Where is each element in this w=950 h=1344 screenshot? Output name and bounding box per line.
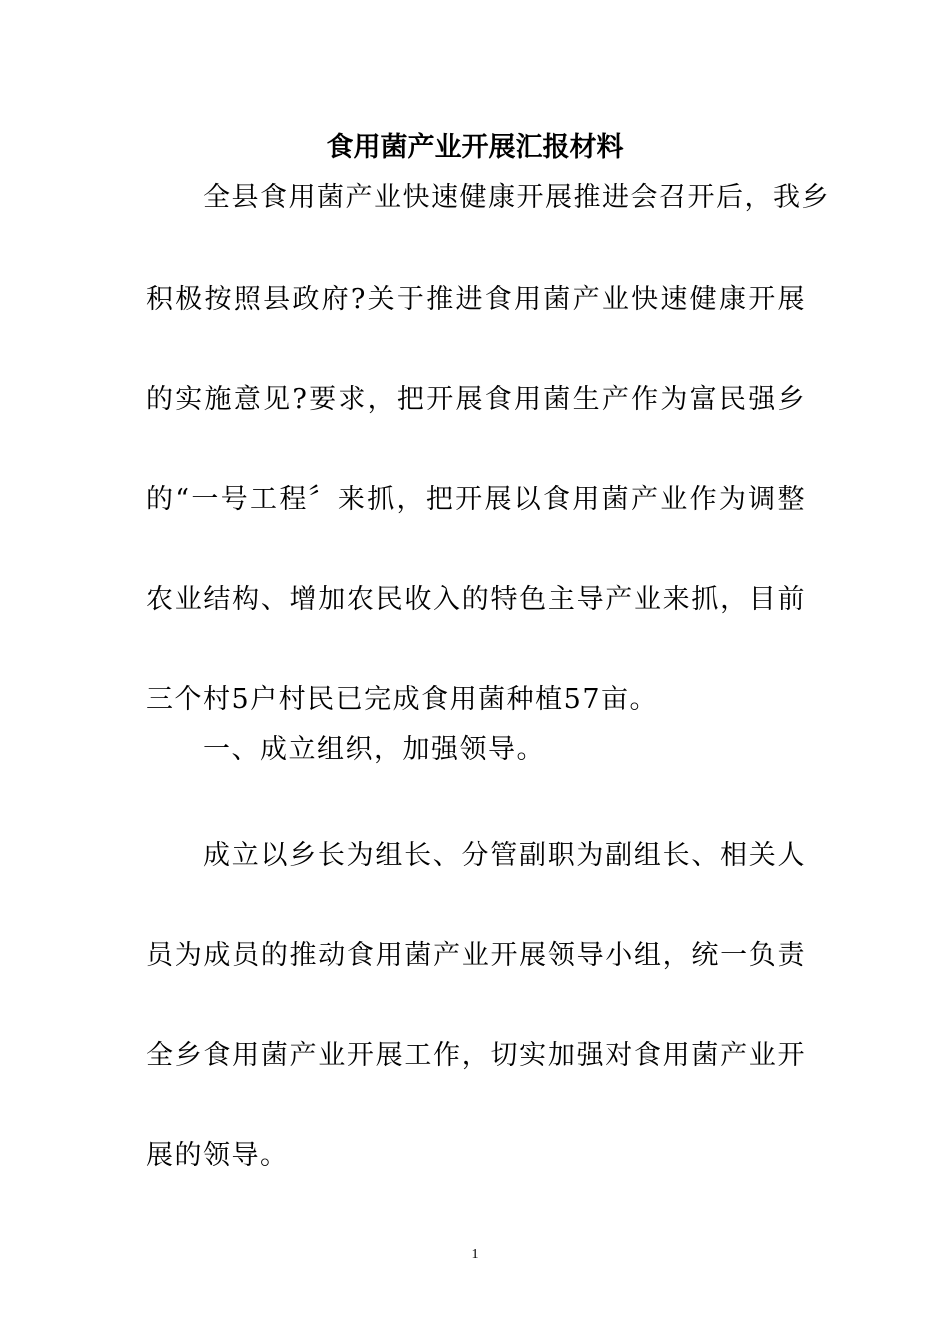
paragraph-line: 的实施意见?要求，把开展食用菌生产作为富民强乡 xyxy=(146,384,806,415)
paragraph-line: 员为成员的推动食用菌产业开展领导小组，统一负责 xyxy=(146,940,806,971)
page-number: 1 xyxy=(471,1247,479,1262)
paragraph-line: 的“一号工程〞来抓，把开展以食用菌产业作为调整 xyxy=(146,484,806,515)
paragraph-line: 全县食用菌产业快速健康开展推进会召开后，我乡 xyxy=(203,182,830,213)
paragraph-line: 积极按照县政府?关于推进食用菌产业快速健康开展 xyxy=(146,284,806,315)
paragraph-line: 展的领导。 xyxy=(146,1140,289,1171)
paragraph-line: 成立以乡长为组长、分管副职为副组长、相关人 xyxy=(203,840,806,871)
document-title: 食用菌产业开展汇报材料 xyxy=(326,132,624,163)
paragraph-line: 全乡食用菌产业开展工作，切实加强对食用菌产业开 xyxy=(146,1040,806,1071)
paragraph-line: 农业结构、增加农民收入的特色主导产业来抓，目前 xyxy=(146,584,806,615)
paragraph-line: 三个村5户村民已完成食用菌种植57亩。 xyxy=(146,684,659,715)
section-heading: 一、成立组织，加强领导。 xyxy=(203,734,545,765)
